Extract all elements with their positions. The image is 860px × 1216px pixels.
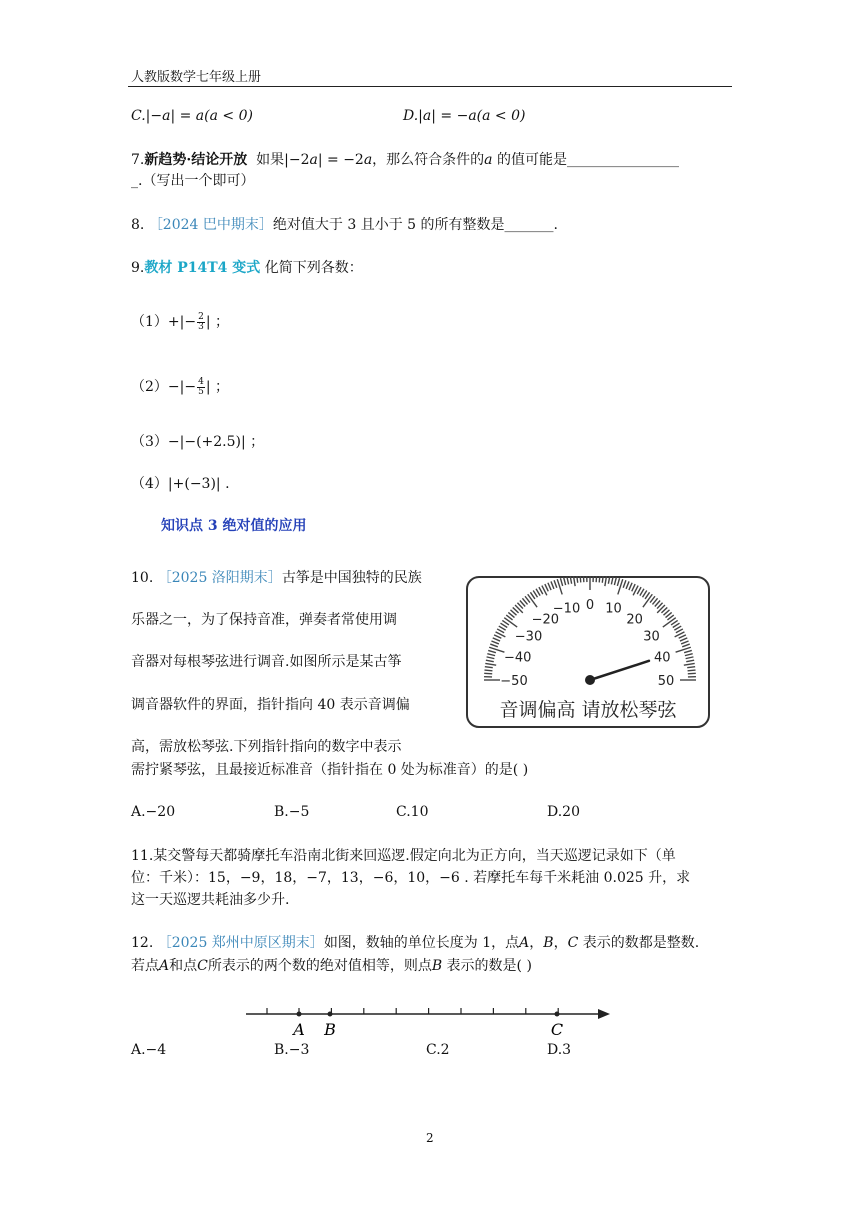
header-divider [128,86,732,87]
q10-option-b: B.−5 [274,804,310,820]
section-heading: 知识点 3 绝对值的应用 [161,518,307,534]
q10-option-a: A.−20 [131,804,176,820]
gauge-tick [484,673,492,674]
q12-option-c: C.2 [426,1042,450,1058]
q10-line1 [131,568,422,588]
q8-text: 绝对值大于 3 且小于 5 的所有整数是_______. [272,217,558,233]
gauge-pivot [585,675,595,685]
gauge-tick [688,670,696,671]
q12-option-d: D.3 [547,1042,572,1058]
fraction [197,378,205,397]
fraction-numerator: 4 [198,376,204,387]
q9-tag: 教材 P14T4 变式 [144,260,261,276]
q7-tag: 新趋势·结论开放 [144,152,248,168]
q8 [131,215,558,235]
q6-option-d: D.|𝑎| = −𝑎(𝑎 < 0) [403,108,526,124]
q12-option-a: A.−4 [131,1042,167,1058]
gauge-label: −50 [500,674,528,689]
q12-line1 [131,933,699,953]
q10-source-tag: ［2025 洛阳期末］ [157,570,282,586]
gauge-label: −40 [504,650,532,666]
q6-option-c: C.|−𝑎| = 𝑎(𝑎 < 0) [131,108,253,124]
q12-line2: 若点𝐴和点𝐶所表示的两个数的绝对值相等，则点𝐵 表示的数是( ) [131,958,532,974]
point-c-label: C [550,1020,564,1039]
gauge-tick [583,576,584,582]
q7-line1 [131,150,679,170]
number-line-ticks [267,1008,558,1014]
q10-text-1: 古筝是中国独特的民族 [281,570,422,586]
gauge-tick [688,673,696,674]
q11-line3: 这一天巡逻共耗油多少升. [131,892,290,908]
number-line-arrow [598,1009,610,1019]
gauge-label: −10 [552,601,581,617]
q10-line6: 需拧紧琴弦，且最接近标准音（指针指在 0 处为标准音）的是( ) [131,762,529,778]
page-header: 人教版数学七年级上册 [131,70,262,85]
q9-item-4: （4）|+(−3)| . [131,476,230,492]
q7-number: 7. [131,152,145,168]
fraction [197,313,205,332]
q10-number: 10. [131,570,158,586]
q7-line2: _.（写出一个即可） [131,173,255,189]
q8-number: 8. [131,217,149,233]
q9-item-2-pre: （2）−|− [131,379,197,395]
gauge-tick [596,576,597,582]
gauge-label: 30 [643,629,660,645]
tuner-gauge-figure [466,576,710,728]
q9-item-3: （3）−|−(+2.5)| ； [131,434,265,450]
q9-number: 9. [131,260,145,276]
gauge-label: 0 [585,598,595,613]
q11-line2: 位：千米）：15，−9，18，−7，13，−6，10，−6 . 若摩托车每千米耗油 0.025 升，求 [131,870,691,886]
q9-item-2-post: | ； [205,379,229,395]
q9 [131,258,363,278]
gauge-label: −30 [514,629,543,645]
gauge-label: 20 [626,612,643,628]
gauge-tick [580,576,581,582]
gauge-tick [599,576,600,582]
number-line-figure [240,1004,620,1040]
q10-line2: 乐器之一，为了保持音准，弹奏者常使用调 [131,612,397,628]
q11-line1: 11.某交警每天都骑摩托车沿南北街来回巡逻.假定向北为正方向，当天巡逻记录如下（单 [131,848,676,864]
gauge-tick [484,670,492,671]
q9-item-2 [131,376,229,397]
gauge-label: 40 [654,650,671,666]
gauge-label: −20 [531,612,560,628]
gauge-caption: 音调偏高 请放松琴弦 [499,699,677,721]
page-number: 2 [426,1131,434,1145]
point-c-dot [555,1012,560,1017]
point-b-label: B [324,1020,336,1039]
gauge-label: 10 [605,601,622,617]
q8-source-tag: ［2024 巴中期末］ [148,217,273,233]
q9-item-1 [131,311,229,332]
q10-option-d: D.20 [547,804,580,820]
gauge-tick [485,667,493,668]
q10-option-c: C.10 [396,804,429,820]
q7-text: 如果|−2𝑎| = −2𝑎，那么符合条件的𝑎 的值可能是________________ [256,152,679,168]
q9-item-1-post: | ； [205,314,229,330]
fraction-denominator: 3 [198,321,204,332]
q9-text: 化简下列各数： [260,260,363,276]
fraction-numerator: 2 [198,311,204,322]
point-b-dot [328,1012,333,1017]
q10-line5: 高，需放松琴弦.下列指针指向的数字中表示 [131,739,402,755]
q10-line4: 调音器软件的界面，指针指向 40 表示音调偏 [131,697,410,713]
gauge-tick [687,667,695,668]
q12-option-b: B.−3 [274,1042,310,1058]
q9-item-1-pre: （1）+|− [131,314,197,330]
q12-source-tag: ［2025 郑州中原区期末］ [157,935,324,951]
q10-line3: 音器对每根琴弦进行调音.如图所示是某古筝 [131,654,402,670]
q12-text-1: 如图，数轴的单位长度为 1，点𝐴，𝐵，𝐶 表示的数都是整数. [323,935,700,951]
point-a-label: A [293,1020,305,1039]
q12-number: 12. [131,935,158,951]
fraction-denominator: 5 [198,386,204,397]
point-a-dot [297,1012,302,1017]
gauge-label: 50 [657,674,675,689]
